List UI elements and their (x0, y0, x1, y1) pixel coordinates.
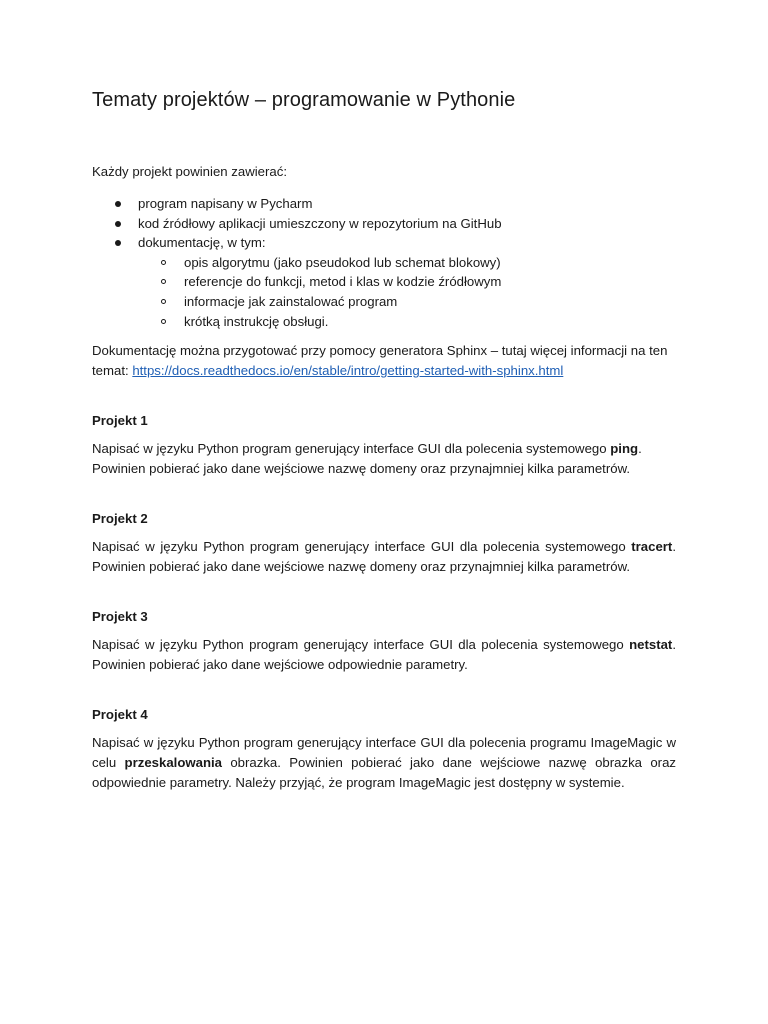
requirements-list (92, 194, 676, 331)
requirement-text: kod źródłowy aplikacji umieszczony w repozytorium na GitHub (138, 215, 502, 231)
documentation-item (92, 312, 676, 332)
requirement-item (92, 194, 676, 214)
project-text: . Powinien pobierać jako dane wejściowe nazwę domeny oraz przynajmniej kilka parametrów. (92, 441, 642, 477)
project-command: przeskalowania (124, 755, 223, 771)
requirement-item (92, 214, 676, 234)
documentation-item (92, 253, 676, 273)
project-3-section (92, 607, 676, 675)
project-text: Napisać w języku Python program generujący interface GUI dla polecenia systemowego (92, 441, 611, 457)
project-text: . Powinien pobierać jako dane wejściowe nazwę domeny oraz przynajmniej kilka parametrów. (92, 539, 676, 575)
project-heading: Projekt 4 (92, 707, 148, 723)
project-command: ping (610, 441, 639, 457)
requirement-text: program napisany w Pycharm (138, 196, 313, 211)
project-text: Napisać w języku Python program generujący interface GUI dla polecenia programu ImageMagic w celu (92, 735, 676, 771)
bullet-icon (115, 201, 121, 207)
project-command: netstat (629, 637, 673, 653)
project-command: tracert (631, 539, 673, 555)
project-heading: Projekt 3 (92, 609, 148, 625)
circle-bullet-icon (161, 319, 166, 324)
project-text: Napisać w języku Python program generujący interface GUI dla polecenia systemowego (92, 539, 632, 555)
documentation-text: opis algorytmu (jako pseudokod lub schemat blokowy) (184, 254, 501, 270)
document-content (92, 86, 676, 793)
documentation-text: krótką instrukcję obsługi. (184, 313, 329, 329)
documentation-text: referencje do funkcji, metod i klas w kodzie źródłowym (184, 274, 502, 290)
circle-bullet-icon (161, 299, 166, 304)
sphinx-note-text: Dokumentację można przygotować przy pomocy generatora Sphinx – tutaj więcej informacji na ten temat: (92, 343, 668, 379)
documentation-text: informacje jak zainstalować program (184, 293, 398, 309)
sphinx-docs-link[interactable]: https://docs.readthedocs.io/en/stable/intro/getting-started-with-sphinx.html (132, 363, 564, 379)
bullet-icon (115, 221, 121, 227)
requirement-text: dokumentację, w tym: (138, 235, 266, 251)
circle-bullet-icon (161, 279, 166, 284)
project-text: obrazka. Powinien pobierać jako dane wejściowe nazwę obrazka oraz odpowiednie parametry. Należy przyjąć, że program ImageMagic jest dostępny w systemie. (92, 755, 676, 791)
project-2-section (92, 509, 676, 577)
project-1-section (92, 411, 676, 479)
project-text: Napisać w języku Python program generujący interface GUI dla polecenia systemowego (92, 637, 630, 653)
intro-text: Każdy projekt powinien zawierać: (92, 164, 287, 179)
documentation-sublist (138, 253, 676, 331)
project-description (92, 537, 676, 577)
requirement-item (92, 233, 676, 331)
circle-bullet-icon (161, 260, 166, 265)
documentation-item (92, 272, 676, 292)
project-heading: Projekt 2 (92, 511, 148, 527)
bullet-icon (115, 240, 121, 246)
project-text: . Powinien pobierać jako dane wejściowe odpowiednie parametry. (92, 637, 676, 673)
project-description (92, 635, 676, 675)
project-description (92, 733, 676, 793)
project-4-section (92, 705, 676, 793)
documentation-item (92, 292, 676, 312)
document-title: Tematy projektów – programowanie w Pythonie (92, 89, 516, 111)
sphinx-note (92, 341, 676, 381)
project-heading: Projekt 1 (92, 413, 148, 429)
project-description (92, 439, 676, 479)
